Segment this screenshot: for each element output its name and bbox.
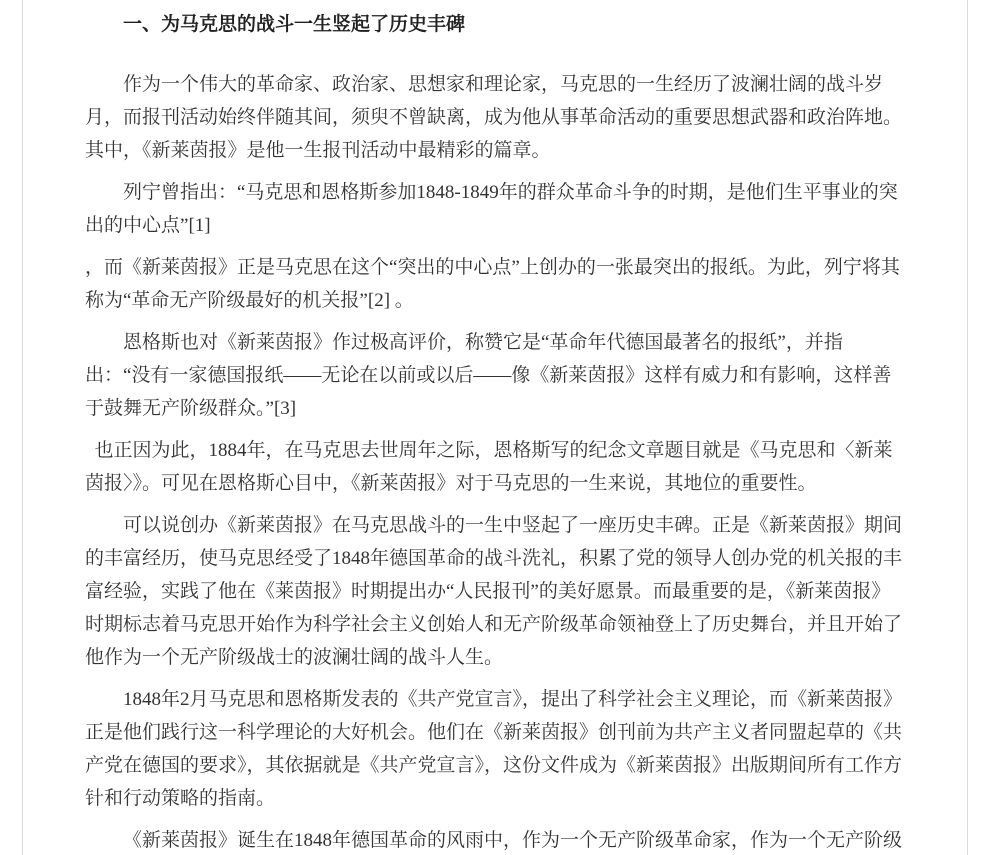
footnote-ref-3: [3] bbox=[273, 398, 297, 419]
page-left-border bbox=[22, 0, 23, 855]
paragraph-6 bbox=[85, 509, 907, 674]
paragraph-text: 《新莱茵报》诞生在1848年德国革命的风雨中，作为一个无产阶级革命家，作为一个无产阶级 bbox=[123, 830, 903, 851]
paragraph-text: 也正因为此，1884年，在马克思去世周年之际，恩格斯写的纪念文章题目就是《马克思和〈新莱茵报〉》。可见在恩格斯心目中，《新莱茵报》对于马克思的一生来说，其地位的重要性。 bbox=[85, 440, 893, 494]
section-heading: 一、为马克思的战斗一生竖起了历史丰碑 bbox=[123, 14, 466, 35]
paragraph-text: 1848年2月马克思和恩格斯发表的《共产党宣言》，提出了科学社会主义理论，而《新莱茵报》正是他们践行这一科学理论的大好机会。他们在《新莱茵报》创刊前为共产主义者同盟起草的《共产党在德国的要求》，其依据就是《共产党宣言》，这份文件成为《新莱茵报》出版期间所有工作方针和行动策略的指南。 bbox=[85, 689, 903, 809]
paragraph-text: 列宁曾指出：“马克思和恩格斯参加1848-1849年的群众革命斗争的时期，是他们生平事业的突出的中心点” bbox=[85, 182, 898, 236]
paragraph-8 bbox=[85, 824, 907, 855]
paragraph-2 bbox=[85, 176, 907, 242]
footnote-ref-1: [1] bbox=[188, 215, 211, 236]
paragraph-4 bbox=[85, 326, 907, 425]
footnote-ref-2: [2] bbox=[367, 290, 391, 311]
paragraph-text: 作为一个伟大的革命家、政治家、思想家和理论家，马克思的一生经历了波澜壮阔的战斗岁月，而报刊活动始终伴随其间，须臾不曾缺离，成为他从事革命活动的重要思想武器和政治阵地。其中，《新莱茵报》是他一生报刊活动中最精彩的篇章。 bbox=[85, 74, 903, 161]
paragraph-5 bbox=[85, 434, 907, 500]
paragraph-text: 恩格斯也对《新莱茵报》作过极高评价，称赞它是“革命年代德国最著名的报纸”，并指出：“没有一家德国报纸——无论在以前或以后——像《新莱茵报》这样有威力和有影响，这样善于鼓舞无产阶级群众。” bbox=[85, 332, 892, 419]
paragraph-3 bbox=[85, 251, 907, 317]
paragraph-1 bbox=[85, 68, 907, 167]
paragraph-text: 。 bbox=[390, 290, 414, 311]
paragraph-7 bbox=[85, 683, 907, 815]
paragraph-text: ，而《新莱茵报》正是马克思在这个“突出的中心点”上创办的一张最突出的报纸。为此，列宁将其称为“革命无产阶级最好的机关报” bbox=[85, 257, 900, 311]
page-right-border bbox=[967, 0, 968, 855]
paragraph-text: 可以说创办《新莱茵报》在马克思战斗的一生中竖起了一座历史丰碑。正是《新莱茵报》期间的丰富经历，使马克思经受了1848年德国革命的战斗洗礼，积累了党的领导人创办党的机关报的丰富经验，实践了他在《莱茵报》时期提出办“人民报刊”的美好愿景。而最重要的是，《新莱茵报》时期标志着马克思开始作为科学社会主义创始人和无产阶级革命领袖登上了历史舞台，并且开始了他作为一个无产阶级战士的波澜壮阔的战斗人生。 bbox=[85, 515, 903, 668]
article-body bbox=[85, 8, 907, 855]
